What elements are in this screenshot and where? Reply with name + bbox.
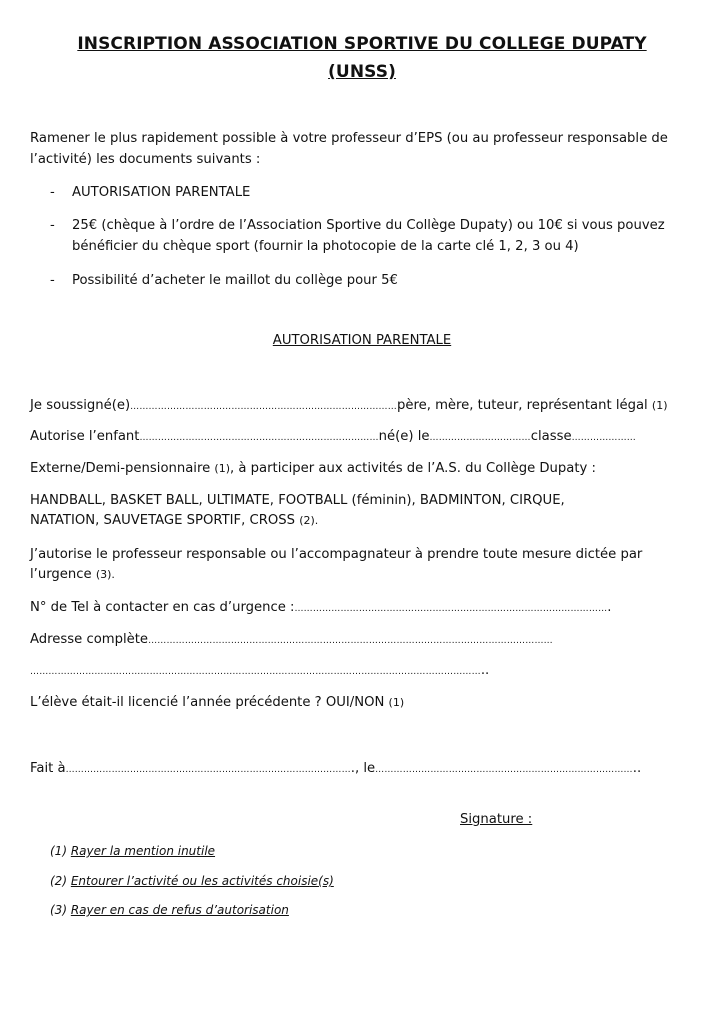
list-item-cotisation-line-2: bénéficier du chèque sport (fournir la photocopie de la carte clé 1, 2, 3 ou 4)	[72, 239, 579, 254]
section-title: AUTORISATION PARENTALE	[272, 333, 452, 348]
classe-label: classe	[530, 429, 572, 444]
footnote-number: (2)	[50, 874, 67, 888]
fait-separator: ., le	[350, 761, 376, 776]
list-item-cotisation-line-1: 25€ (chèque à l’ordre de l’Association Sportive du Collège Dupaty) ou 10€ si vous pouvez	[72, 218, 665, 233]
adresse-line-2	[30, 661, 710, 682]
tel-field[interactable]: …………………………………………………………………………………………	[294, 604, 608, 614]
autorise-label: Autorise l’enfant	[30, 429, 140, 444]
adresse-label: Adresse complète	[30, 632, 149, 647]
adresse-field-2[interactable]: …………………………………………………………………………………………………………………………………	[30, 667, 481, 677]
activities-line-2	[30, 511, 710, 531]
externe-note: (1)	[214, 462, 231, 475]
intro-paragraph	[30, 128, 700, 170]
signature-label: Signature :	[460, 812, 533, 827]
document-title-line-1: INSCRIPTION ASSOCIATION SPORTIVE DU COLLEGE DUPATY	[77, 34, 647, 54]
licencie-note: (1)	[388, 696, 405, 709]
intro-line-1: Ramener le plus rapidement possible à votre professeur d’EPS (ou au professeur responsable de	[30, 131, 668, 146]
urgence-line-2	[30, 565, 710, 585]
tel-label: N° de Tel à contacter en cas d’urgence :	[30, 600, 295, 615]
tel-end: .	[607, 600, 612, 615]
document-title-line-2: (UNSS)	[328, 62, 396, 82]
classe-field[interactable]: …………………	[571, 433, 636, 443]
adresse-field[interactable]: ……………………………………………………………………………………………………………………	[148, 636, 553, 646]
footnote	[50, 874, 334, 888]
soussigne-note: (1)	[651, 399, 668, 412]
footnote	[50, 844, 215, 858]
activities-text-2: NATATION, SAUVETAGE SPORTIF, CROSS	[30, 513, 295, 528]
birthdate-field[interactable]: ……………………………	[429, 433, 531, 443]
intro-line-2: l’activité) les documents suivants :	[30, 152, 261, 167]
enfant-name-field[interactable]: ……………………………………………………………………	[139, 433, 379, 443]
nee-label: né(e) le	[378, 429, 430, 444]
licencie-line	[30, 693, 710, 713]
autorise-line	[30, 427, 710, 448]
externe-label: Externe/Demi-pensionnaire	[30, 461, 211, 476]
externe-line	[30, 459, 710, 479]
footnote-number: (3)	[50, 903, 67, 917]
soussigne-field[interactable]: ……………………………………………………………………………	[130, 402, 397, 412]
fait-end: ..	[632, 761, 642, 776]
footnote-text: Rayer la mention inutile	[70, 844, 216, 858]
fait-date-field[interactable]: …………………………………………………………………………	[375, 765, 633, 775]
urgence-note: (3).	[95, 568, 115, 581]
list-item-autorisation: AUTORISATION PARENTALE	[72, 185, 251, 200]
list-item-maillot: Possibilité d’acheter le maillot du collège pour 5€	[72, 273, 398, 288]
list-dash: -	[50, 273, 55, 288]
activities-note: (2).	[299, 514, 319, 527]
activities-line-1: HANDBALL, BASKET BALL, ULTIMATE, FOOTBALL (féminin), BADMINTON, CIRQUE,	[30, 493, 565, 508]
soussigne-tail: père, mère, tuteur, représentant légal	[396, 398, 648, 413]
fait-label: Fait à	[30, 761, 66, 776]
soussigne-label: Je soussigné(e)	[30, 398, 131, 413]
licencie-label: L’élève était-il licencié l’année précédente ? OUI/NON	[30, 695, 385, 710]
fait-line	[30, 759, 710, 780]
list-item-cotisation	[72, 215, 702, 257]
urgence-line-1: J’autorise le professeur responsable ou l’accompagnateur à prendre toute mesure dictée par	[30, 547, 643, 562]
list-dash: -	[50, 218, 55, 233]
adresse-end: ..	[480, 663, 490, 678]
footnote-text: Entourer l’activité ou les activités choisie(s)	[70, 874, 334, 888]
adresse-line	[30, 630, 710, 651]
tel-line	[30, 598, 710, 619]
footnote-number: (1)	[50, 844, 67, 858]
footnote	[50, 903, 289, 917]
urgence-text-2: l’urgence	[30, 567, 92, 582]
externe-text: , à participer aux activités de l’A.S. du Collège Dupaty :	[230, 461, 596, 476]
fait-place-field[interactable]: …………………………………………………………………………………	[65, 765, 351, 775]
soussigne-line	[30, 396, 710, 417]
list-dash: -	[50, 185, 55, 200]
footnote-text: Rayer en cas de refus d’autorisation	[70, 903, 289, 917]
